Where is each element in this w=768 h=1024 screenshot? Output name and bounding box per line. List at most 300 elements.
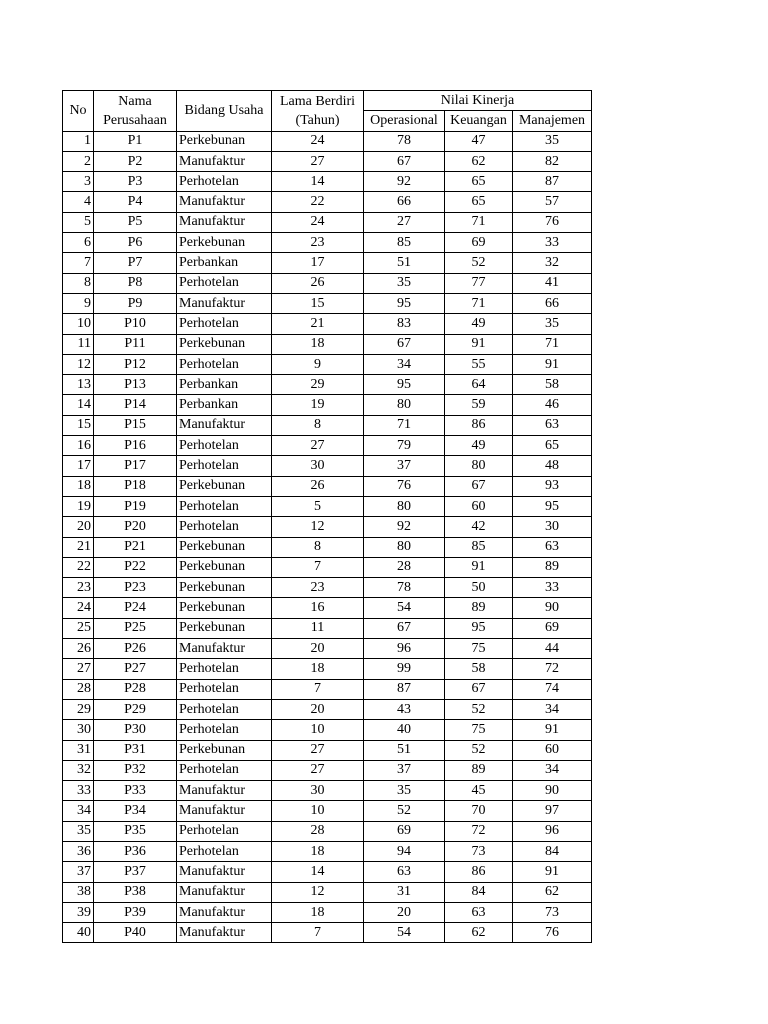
table-row — [63, 334, 592, 354]
cell-bidang-usaha: Manufaktur — [177, 882, 272, 902]
cell-operasional: 94 — [364, 841, 445, 861]
cell-bidang-usaha: Manufaktur — [177, 902, 272, 922]
cell-manajemen: 95 — [513, 496, 592, 516]
cell-bidang-usaha: Perkebunan — [177, 557, 272, 577]
cell-keuangan: 65 — [445, 192, 513, 212]
cell-keuangan: 70 — [445, 801, 513, 821]
cell-operasional: 66 — [364, 192, 445, 212]
cell-bidang-usaha: Perkebunan — [177, 618, 272, 638]
cell-lama-berdiri: 30 — [272, 456, 364, 476]
table-row — [63, 923, 592, 943]
cell-bidang-usaha: Perhotelan — [177, 354, 272, 374]
cell-keuangan: 52 — [445, 740, 513, 760]
cell-keuangan: 91 — [445, 557, 513, 577]
header-lama-line2: (Tahun) — [295, 112, 340, 128]
cell-manajemen: 63 — [513, 415, 592, 435]
cell-nama-perusahaan: P35 — [94, 821, 177, 841]
cell-operasional: 67 — [364, 618, 445, 638]
header-operasional: Operasional — [364, 111, 445, 131]
cell-keuangan: 59 — [445, 395, 513, 415]
cell-nama-perusahaan: P4 — [94, 192, 177, 212]
cell-nama-perusahaan: P36 — [94, 841, 177, 861]
header-nilai-kinerja: Nilai Kinerja — [364, 91, 592, 111]
cell-manajemen: 65 — [513, 436, 592, 456]
cell-manajemen: 69 — [513, 618, 592, 638]
cell-lama-berdiri: 17 — [272, 253, 364, 273]
cell-lama-berdiri: 27 — [272, 760, 364, 780]
cell-keuangan: 86 — [445, 415, 513, 435]
cell-bidang-usaha: Manufaktur — [177, 415, 272, 435]
cell-manajemen: 87 — [513, 172, 592, 192]
cell-nama-perusahaan: P21 — [94, 537, 177, 557]
cell-manajemen: 89 — [513, 557, 592, 577]
table-row — [63, 314, 592, 334]
cell-operasional: 92 — [364, 517, 445, 537]
table-row — [63, 436, 592, 456]
cell-nama-perusahaan: P2 — [94, 151, 177, 171]
cell-bidang-usaha: Perkebunan — [177, 537, 272, 557]
cell-lama-berdiri: 24 — [272, 131, 364, 151]
cell-nama-perusahaan: P31 — [94, 740, 177, 760]
cell-manajemen: 91 — [513, 862, 592, 882]
cell-no: 39 — [63, 902, 94, 922]
cell-keuangan: 63 — [445, 902, 513, 922]
cell-lama-berdiri: 24 — [272, 212, 364, 232]
cell-keuangan: 55 — [445, 354, 513, 374]
cell-lama-berdiri: 10 — [272, 720, 364, 740]
cell-no: 24 — [63, 598, 94, 618]
cell-operasional: 67 — [364, 151, 445, 171]
cell-no: 4 — [63, 192, 94, 212]
cell-manajemen: 46 — [513, 395, 592, 415]
cell-keuangan: 86 — [445, 862, 513, 882]
cell-operasional: 69 — [364, 821, 445, 841]
cell-bidang-usaha: Perhotelan — [177, 496, 272, 516]
cell-keuangan: 89 — [445, 598, 513, 618]
cell-operasional: 52 — [364, 801, 445, 821]
cell-nama-perusahaan: P17 — [94, 456, 177, 476]
table-row — [63, 456, 592, 476]
cell-bidang-usaha: Manufaktur — [177, 212, 272, 232]
cell-nama-perusahaan: P3 — [94, 172, 177, 192]
cell-no: 9 — [63, 293, 94, 313]
table-row — [63, 801, 592, 821]
cell-no: 28 — [63, 679, 94, 699]
cell-operasional: 92 — [364, 172, 445, 192]
cell-bidang-usaha: Perhotelan — [177, 517, 272, 537]
table-row — [63, 862, 592, 882]
table-row — [63, 233, 592, 253]
cell-nama-perusahaan: P18 — [94, 476, 177, 496]
table-row — [63, 781, 592, 801]
cell-bidang-usaha: Perhotelan — [177, 679, 272, 699]
cell-lama-berdiri: 30 — [272, 781, 364, 801]
cell-operasional: 37 — [364, 456, 445, 476]
cell-bidang-usaha: Manufaktur — [177, 151, 272, 171]
cell-nama-perusahaan: P37 — [94, 862, 177, 882]
cell-bidang-usaha: Perhotelan — [177, 456, 272, 476]
cell-nama-perusahaan: P13 — [94, 375, 177, 395]
cell-bidang-usaha: Perhotelan — [177, 172, 272, 192]
cell-nama-perusahaan: P38 — [94, 882, 177, 902]
cell-lama-berdiri: 18 — [272, 659, 364, 679]
cell-no: 26 — [63, 639, 94, 659]
cell-no: 30 — [63, 720, 94, 740]
cell-operasional: 51 — [364, 253, 445, 273]
cell-manajemen: 91 — [513, 720, 592, 740]
cell-manajemen: 63 — [513, 537, 592, 557]
cell-keuangan: 84 — [445, 882, 513, 902]
cell-nama-perusahaan: P27 — [94, 659, 177, 679]
cell-operasional: 87 — [364, 679, 445, 699]
cell-lama-berdiri: 26 — [272, 476, 364, 496]
cell-manajemen: 84 — [513, 841, 592, 861]
cell-no: 35 — [63, 821, 94, 841]
cell-no: 29 — [63, 699, 94, 719]
cell-lama-berdiri: 15 — [272, 293, 364, 313]
table-row — [63, 375, 592, 395]
cell-bidang-usaha: Perkebunan — [177, 598, 272, 618]
cell-nama-perusahaan: P9 — [94, 293, 177, 313]
table-row — [63, 537, 592, 557]
table-row — [63, 415, 592, 435]
cell-bidang-usaha: Perhotelan — [177, 273, 272, 293]
cell-lama-berdiri: 14 — [272, 862, 364, 882]
cell-lama-berdiri: 23 — [272, 233, 364, 253]
cell-nama-perusahaan: P30 — [94, 720, 177, 740]
cell-manajemen: 93 — [513, 476, 592, 496]
cell-operasional: 67 — [364, 334, 445, 354]
cell-lama-berdiri: 27 — [272, 740, 364, 760]
cell-nama-perusahaan: P29 — [94, 699, 177, 719]
cell-keuangan: 72 — [445, 821, 513, 841]
cell-bidang-usaha: Manufaktur — [177, 862, 272, 882]
cell-bidang-usaha: Manufaktur — [177, 801, 272, 821]
cell-manajemen: 76 — [513, 923, 592, 943]
cell-lama-berdiri: 20 — [272, 639, 364, 659]
cell-keuangan: 62 — [445, 151, 513, 171]
cell-manajemen: 33 — [513, 233, 592, 253]
cell-keuangan: 62 — [445, 923, 513, 943]
cell-lama-berdiri: 18 — [272, 334, 364, 354]
cell-operasional: 95 — [364, 293, 445, 313]
cell-no: 10 — [63, 314, 94, 334]
cell-operasional: 54 — [364, 923, 445, 943]
cell-nama-perusahaan: P32 — [94, 760, 177, 780]
table-row — [63, 659, 592, 679]
cell-bidang-usaha: Perhotelan — [177, 720, 272, 740]
cell-operasional: 95 — [364, 375, 445, 395]
cell-operasional: 40 — [364, 720, 445, 740]
cell-keuangan: 58 — [445, 659, 513, 679]
cell-no: 8 — [63, 273, 94, 293]
cell-operasional: 85 — [364, 233, 445, 253]
cell-manajemen: 41 — [513, 273, 592, 293]
cell-bidang-usaha: Perbankan — [177, 253, 272, 273]
header-lama-line1: Lama Berdiri — [279, 93, 356, 109]
cell-operasional: 35 — [364, 273, 445, 293]
cell-lama-berdiri: 8 — [272, 415, 364, 435]
cell-no: 33 — [63, 781, 94, 801]
cell-manajemen: 91 — [513, 354, 592, 374]
cell-keuangan: 67 — [445, 476, 513, 496]
cell-bidang-usaha: Perhotelan — [177, 436, 272, 456]
cell-no: 12 — [63, 354, 94, 374]
cell-nama-perusahaan: P15 — [94, 415, 177, 435]
table-row — [63, 882, 592, 902]
cell-keuangan: 49 — [445, 436, 513, 456]
cell-keuangan: 69 — [445, 233, 513, 253]
table-row — [63, 131, 592, 151]
cell-manajemen: 71 — [513, 334, 592, 354]
cell-manajemen: 90 — [513, 781, 592, 801]
cell-lama-berdiri: 23 — [272, 578, 364, 598]
cell-manajemen: 66 — [513, 293, 592, 313]
cell-lama-berdiri: 28 — [272, 821, 364, 841]
cell-bidang-usaha: Perbankan — [177, 395, 272, 415]
cell-no: 7 — [63, 253, 94, 273]
cell-no: 18 — [63, 476, 94, 496]
cell-manajemen: 32 — [513, 253, 592, 273]
cell-nama-perusahaan: P1 — [94, 131, 177, 151]
cell-manajemen: 34 — [513, 699, 592, 719]
cell-no: 6 — [63, 233, 94, 253]
cell-keuangan: 50 — [445, 578, 513, 598]
cell-nama-perusahaan: P34 — [94, 801, 177, 821]
cell-lama-berdiri: 16 — [272, 598, 364, 618]
cell-keuangan: 85 — [445, 537, 513, 557]
cell-manajemen: 96 — [513, 821, 592, 841]
cell-no: 32 — [63, 760, 94, 780]
cell-operasional: 20 — [364, 902, 445, 922]
table-row — [63, 192, 592, 212]
cell-keuangan: 89 — [445, 760, 513, 780]
cell-no: 13 — [63, 375, 94, 395]
cell-keuangan: 91 — [445, 334, 513, 354]
cell-nama-perusahaan: P10 — [94, 314, 177, 334]
cell-manajemen: 62 — [513, 882, 592, 902]
cell-no: 16 — [63, 436, 94, 456]
table-row — [63, 557, 592, 577]
cell-lama-berdiri: 7 — [272, 557, 364, 577]
cell-keuangan: 75 — [445, 639, 513, 659]
table-row — [63, 618, 592, 638]
cell-operasional: 76 — [364, 476, 445, 496]
cell-manajemen: 97 — [513, 801, 592, 821]
cell-bidang-usaha: Perhotelan — [177, 314, 272, 334]
cell-bidang-usaha: Manufaktur — [177, 639, 272, 659]
cell-operasional: 79 — [364, 436, 445, 456]
cell-manajemen: 58 — [513, 375, 592, 395]
cell-keuangan: 42 — [445, 517, 513, 537]
cell-no: 37 — [63, 862, 94, 882]
cell-operasional: 63 — [364, 862, 445, 882]
cell-lama-berdiri: 20 — [272, 699, 364, 719]
cell-lama-berdiri: 22 — [272, 192, 364, 212]
cell-bidang-usaha: Manufaktur — [177, 192, 272, 212]
table-row — [63, 639, 592, 659]
cell-operasional: 37 — [364, 760, 445, 780]
cell-manajemen: 35 — [513, 131, 592, 151]
cell-no: 34 — [63, 801, 94, 821]
cell-operasional: 31 — [364, 882, 445, 902]
table-row — [63, 273, 592, 293]
cell-lama-berdiri: 18 — [272, 841, 364, 861]
cell-nama-perusahaan: P28 — [94, 679, 177, 699]
cell-nama-perusahaan: P6 — [94, 233, 177, 253]
cell-no: 31 — [63, 740, 94, 760]
cell-keuangan: 75 — [445, 720, 513, 740]
table-row — [63, 354, 592, 374]
cell-manajemen: 33 — [513, 578, 592, 598]
cell-lama-berdiri: 27 — [272, 151, 364, 171]
cell-operasional: 80 — [364, 537, 445, 557]
cell-nama-perusahaan: P14 — [94, 395, 177, 415]
table-row — [63, 578, 592, 598]
cell-bidang-usaha: Perkebunan — [177, 131, 272, 151]
cell-nama-perusahaan: P24 — [94, 598, 177, 618]
cell-keuangan: 64 — [445, 375, 513, 395]
cell-bidang-usaha: Perhotelan — [177, 841, 272, 861]
cell-nama-perusahaan: P39 — [94, 902, 177, 922]
cell-keuangan: 71 — [445, 293, 513, 313]
cell-lama-berdiri: 5 — [272, 496, 364, 516]
cell-no: 19 — [63, 496, 94, 516]
cell-nama-perusahaan: P7 — [94, 253, 177, 273]
cell-operasional: 78 — [364, 578, 445, 598]
cell-operasional: 71 — [364, 415, 445, 435]
cell-manajemen: 30 — [513, 517, 592, 537]
cell-manajemen: 57 — [513, 192, 592, 212]
header-nama-perusahaan — [94, 91, 177, 132]
cell-manajemen: 82 — [513, 151, 592, 171]
cell-manajemen: 74 — [513, 679, 592, 699]
cell-lama-berdiri: 12 — [272, 882, 364, 902]
header-no: No — [63, 91, 94, 132]
cell-operasional: 80 — [364, 496, 445, 516]
cell-no: 23 — [63, 578, 94, 598]
cell-no: 36 — [63, 841, 94, 861]
cell-no: 15 — [63, 415, 94, 435]
table-body — [63, 131, 592, 943]
cell-nama-perusahaan: P23 — [94, 578, 177, 598]
table-row — [63, 760, 592, 780]
cell-lama-berdiri: 29 — [272, 375, 364, 395]
cell-no: 1 — [63, 131, 94, 151]
header-manajemen: Manajemen — [513, 111, 592, 131]
company-performance-table — [62, 90, 592, 943]
cell-bidang-usaha: Perbankan — [177, 375, 272, 395]
cell-keuangan: 60 — [445, 496, 513, 516]
cell-lama-berdiri: 21 — [272, 314, 364, 334]
cell-keuangan: 52 — [445, 253, 513, 273]
cell-nama-perusahaan: P8 — [94, 273, 177, 293]
table-row — [63, 679, 592, 699]
cell-bidang-usaha: Perkebunan — [177, 334, 272, 354]
table-row — [63, 212, 592, 232]
cell-lama-berdiri: 10 — [272, 801, 364, 821]
cell-bidang-usaha: Perkebunan — [177, 740, 272, 760]
table-row — [63, 395, 592, 415]
table-row — [63, 821, 592, 841]
cell-keuangan: 65 — [445, 172, 513, 192]
cell-lama-berdiri: 26 — [272, 273, 364, 293]
cell-nama-perusahaan: P19 — [94, 496, 177, 516]
cell-keuangan: 49 — [445, 314, 513, 334]
table-header — [63, 91, 592, 132]
cell-no: 21 — [63, 537, 94, 557]
cell-bidang-usaha: Perhotelan — [177, 760, 272, 780]
cell-nama-perusahaan: P26 — [94, 639, 177, 659]
cell-operasional: 83 — [364, 314, 445, 334]
cell-operasional: 99 — [364, 659, 445, 679]
table-row — [63, 720, 592, 740]
cell-no: 3 — [63, 172, 94, 192]
table-row — [63, 496, 592, 516]
cell-no: 27 — [63, 659, 94, 679]
cell-no: 40 — [63, 923, 94, 943]
cell-operasional: 78 — [364, 131, 445, 151]
cell-bidang-usaha: Perkebunan — [177, 578, 272, 598]
cell-keuangan: 47 — [445, 131, 513, 151]
table-row — [63, 517, 592, 537]
cell-manajemen: 35 — [513, 314, 592, 334]
cell-nama-perusahaan: P12 — [94, 354, 177, 374]
cell-operasional: 96 — [364, 639, 445, 659]
cell-bidang-usaha: Perkebunan — [177, 233, 272, 253]
cell-manajemen: 72 — [513, 659, 592, 679]
table-row — [63, 253, 592, 273]
cell-nama-perusahaan: P20 — [94, 517, 177, 537]
cell-bidang-usaha: Perhotelan — [177, 659, 272, 679]
cell-nama-perusahaan: P22 — [94, 557, 177, 577]
cell-manajemen: 90 — [513, 598, 592, 618]
table-row — [63, 740, 592, 760]
cell-manajemen: 60 — [513, 740, 592, 760]
cell-lama-berdiri: 27 — [272, 436, 364, 456]
cell-no: 5 — [63, 212, 94, 232]
cell-operasional: 54 — [364, 598, 445, 618]
cell-nama-perusahaan: P5 — [94, 212, 177, 232]
cell-keuangan: 73 — [445, 841, 513, 861]
cell-manajemen: 44 — [513, 639, 592, 659]
cell-no: 2 — [63, 151, 94, 171]
cell-operasional: 28 — [364, 557, 445, 577]
cell-bidang-usaha: Perkebunan — [177, 476, 272, 496]
cell-nama-perusahaan: P11 — [94, 334, 177, 354]
cell-no: 20 — [63, 517, 94, 537]
cell-nama-perusahaan: P33 — [94, 781, 177, 801]
cell-manajemen: 34 — [513, 760, 592, 780]
cell-operasional: 51 — [364, 740, 445, 760]
cell-no: 14 — [63, 395, 94, 415]
cell-manajemen: 73 — [513, 902, 592, 922]
header-keuangan: Keuangan — [445, 111, 513, 131]
cell-lama-berdiri: 11 — [272, 618, 364, 638]
cell-lama-berdiri: 14 — [272, 172, 364, 192]
table-row — [63, 598, 592, 618]
cell-no: 11 — [63, 334, 94, 354]
cell-no: 17 — [63, 456, 94, 476]
cell-lama-berdiri: 7 — [272, 679, 364, 699]
cell-keuangan: 95 — [445, 618, 513, 638]
cell-bidang-usaha: Manufaktur — [177, 781, 272, 801]
cell-keuangan: 52 — [445, 699, 513, 719]
cell-nama-perusahaan: P16 — [94, 436, 177, 456]
cell-keuangan: 80 — [445, 456, 513, 476]
table-row — [63, 293, 592, 313]
cell-manajemen: 76 — [513, 212, 592, 232]
